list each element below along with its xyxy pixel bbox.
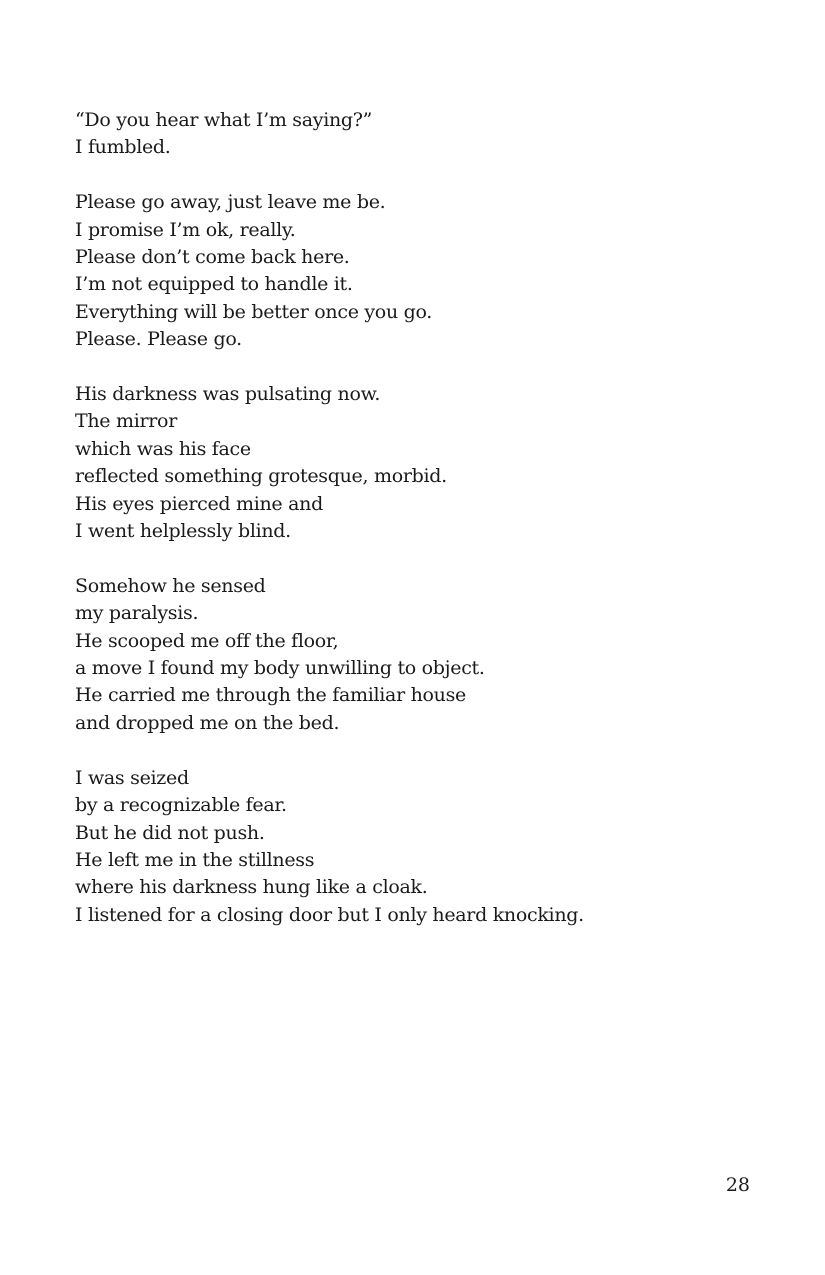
poem-line: “Do you hear what I’m saying?” bbox=[75, 109, 373, 131]
poem-line: Please don’t come back here. bbox=[75, 246, 350, 269]
poem-line: Please go away, just leave me be. bbox=[75, 191, 386, 214]
poem-body bbox=[75, 107, 775, 957]
poem-line: I went helplessly blind. bbox=[75, 520, 291, 543]
poem-line: His darkness was pulsating now. bbox=[75, 383, 381, 406]
poem-line: my paralysis. bbox=[75, 602, 199, 625]
poem-line: I was seized bbox=[75, 766, 189, 789]
poem-line: and dropped me on the bed. bbox=[75, 711, 340, 734]
poem-line: I promise I’m ok, really. bbox=[75, 218, 296, 241]
poem-line: reflected something grotesque, morbid. bbox=[75, 465, 447, 488]
poem-line: where his darkness hung like a cloak. bbox=[75, 876, 428, 899]
poem-line: Somehow he sensed bbox=[75, 574, 266, 597]
poem-line: He carried me through the familiar house bbox=[75, 684, 466, 707]
poem-line: I’m not equipped to handle it. bbox=[75, 273, 353, 296]
page-number: 28 bbox=[725, 1174, 750, 1196]
stanza-1 bbox=[75, 107, 775, 162]
stanza-3 bbox=[75, 381, 775, 545]
poem-line: Everything will be better once you go. bbox=[75, 300, 433, 323]
poem-line: which was his face bbox=[75, 437, 251, 460]
poem-line: His eyes pierced mine and bbox=[75, 492, 323, 515]
poem-line: He left me in the stillness bbox=[75, 848, 315, 871]
poem-line: Please. Please go. bbox=[75, 328, 242, 351]
poem-line: I fumbled. bbox=[75, 136, 171, 159]
poem-line: by a recognizable fear. bbox=[75, 794, 287, 817]
poem-line: But he did not push. bbox=[75, 821, 265, 844]
poem-line: a move I found my body unwilling to object. bbox=[75, 657, 485, 680]
poem-line: I listened for a closing door but I only heard knocking. bbox=[75, 903, 584, 926]
stanza-4 bbox=[75, 573, 775, 737]
stanza-2 bbox=[75, 189, 775, 353]
poem-line: He scooped me off the floor, bbox=[75, 629, 339, 652]
poem-line: The mirror bbox=[75, 410, 177, 433]
stanza-5 bbox=[75, 765, 775, 929]
